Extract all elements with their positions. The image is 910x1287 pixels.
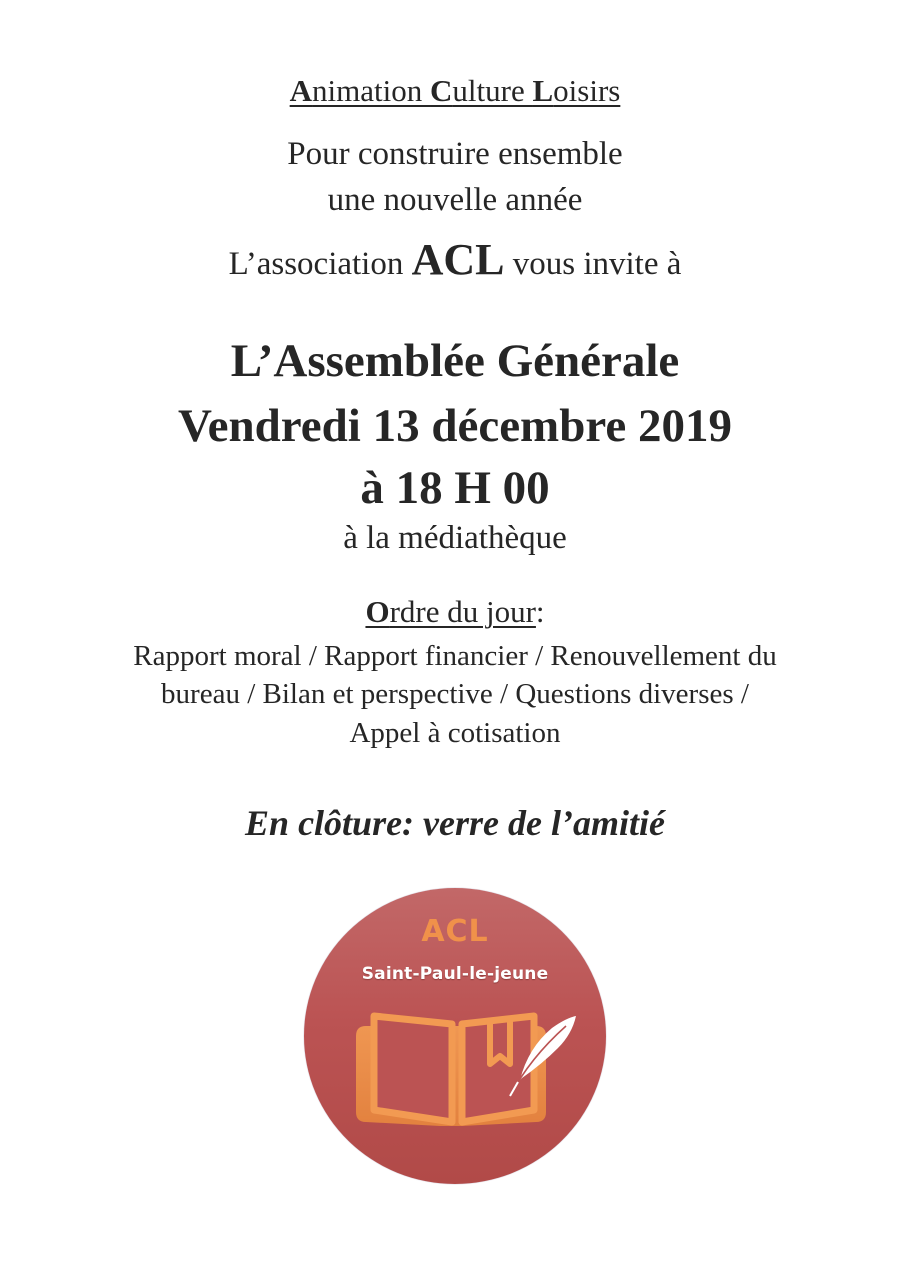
event-place: à la médiathèque <box>343 520 567 556</box>
agenda-title-rest: rdre du jour <box>389 594 536 629</box>
organization-title-underlined <box>290 73 621 108</box>
org-initial-c: C <box>430 73 453 108</box>
intro-line-1: Pour construire ensemble <box>287 136 623 172</box>
acl-acronym: ACL <box>411 235 505 284</box>
agenda-line-1: Rapport moral / Rapport financier / Renouvellement du <box>133 640 777 672</box>
open-book-icon <box>304 888 606 1184</box>
org-word-loisirs: oisirs <box>553 73 621 108</box>
organization-title <box>0 72 910 110</box>
logo-village-name: Saint-Paul-le-jeune <box>361 964 549 984</box>
org-initial-l: L <box>532 73 554 108</box>
intro-line-2: une nouvelle année <box>327 182 583 218</box>
org-word-animation: nimation <box>312 73 431 108</box>
closing-note: En clôture: verre de l’amitié <box>245 803 665 843</box>
org-initial-a: A <box>289 73 313 108</box>
event-time: à 18 H 00 <box>360 462 550 514</box>
agenda-line-2: bureau / Bilan et perspective / Questions diverses / <box>161 678 749 710</box>
agenda-initial: O <box>365 594 390 629</box>
logo-acronym: ACL <box>421 914 489 949</box>
agenda-line-3: Appel à cotisation <box>349 717 561 749</box>
intro-association-text: L’association <box>228 246 412 282</box>
agenda-title <box>0 592 910 632</box>
acl-logo <box>304 888 606 1184</box>
event-date: Vendredi 13 décembre 2019 <box>178 400 732 452</box>
agenda-title-underlined <box>365 594 535 629</box>
intro-invite-text: vous invite à <box>504 246 682 282</box>
event-title: L’Assemblée Générale <box>230 335 680 387</box>
intro-line-3 <box>0 236 910 288</box>
org-word-culture: ulture <box>452 73 533 108</box>
agenda-title-colon: : <box>535 594 545 629</box>
